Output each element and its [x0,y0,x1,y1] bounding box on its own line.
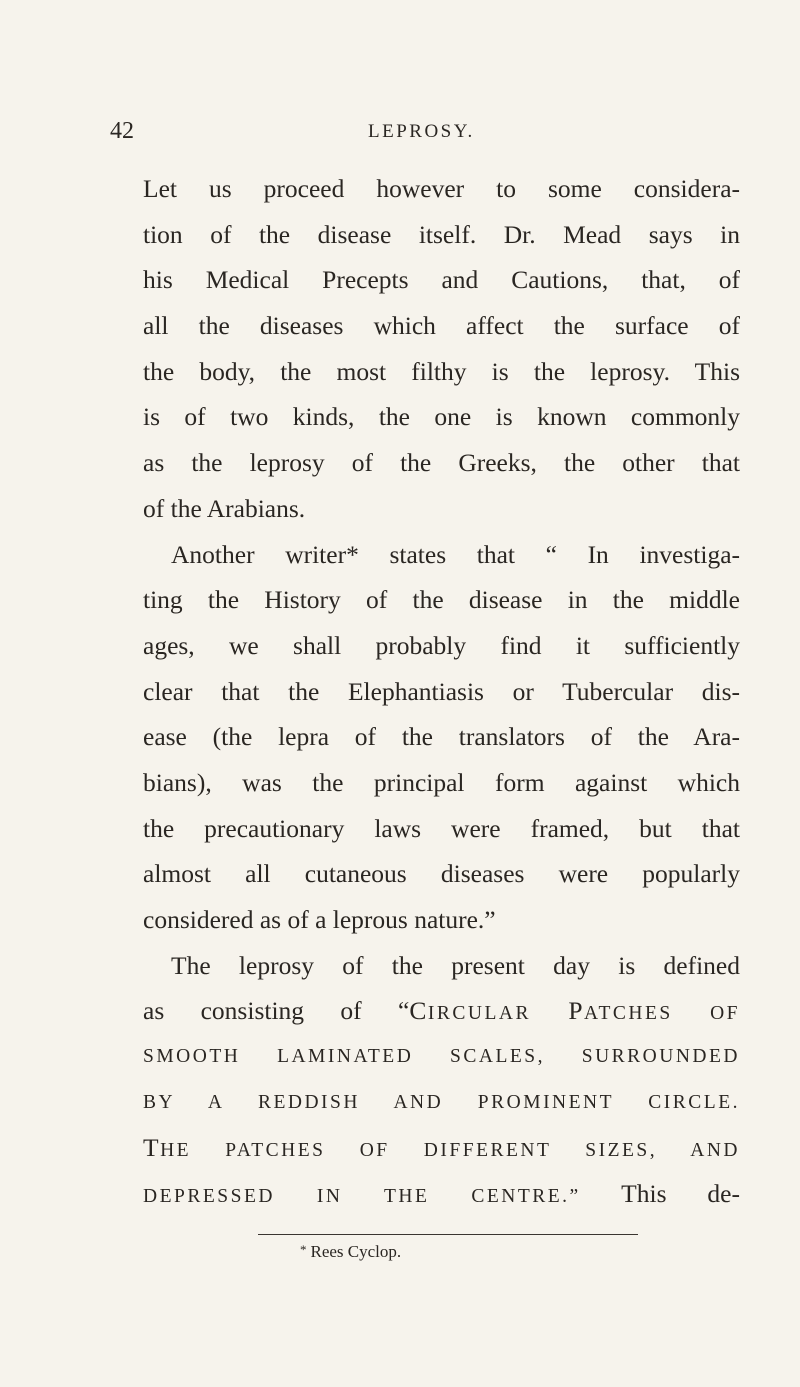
footnote-mark: * [300,1242,307,1257]
text-line: considered as of a leprous nature.” [143,905,496,934]
small-caps-capital: C [409,996,428,1026]
text-line: bians), was the principal form against which [143,767,740,797]
text-line: the body, the most filthy is the leprosy. This [143,356,740,386]
running-title: LEPROSY. [368,121,475,142]
text-line-small-caps [143,1125,740,1171]
text-line: almost all cutaneous diseases were popularly [143,859,740,889]
text-line: tion of the disease itself. Dr. Mead says in [143,219,740,249]
text-line: The leprosy of the present day is defined [171,950,740,980]
small-caps-text: DEPRESSED IN THE CENTRE.” [143,1186,581,1208]
text-line-small-caps: SMOOTH LAMINATED SCALES, SURROUNDED [143,1046,740,1068]
footnote-text: Rees Cyclop. [310,1242,402,1261]
text-line-small-caps-start [143,988,740,1034]
text-line: ages, we shall probably find it sufficiently [143,630,740,660]
text-line-small-caps-end [143,1171,740,1217]
text-line: is of two kinds, the one is known commonly [143,402,740,432]
text-line: as the leprosy of the Greeks, the other that [143,448,740,478]
small-caps-text: HE PATCHES OF DIFFERENT SIZES, AND [160,1140,740,1162]
text-segment: This de- [621,1179,740,1209]
body-text [143,166,740,1217]
small-caps-text: IRCULAR [427,1003,531,1025]
text-line: his Medical Precepts and Cautions, that, of [143,265,740,295]
small-caps-capital: T [143,1133,161,1163]
small-caps-run [409,996,741,1026]
text-line: clear that the Elephantiasis or Tubercular dis- [143,676,740,706]
page-number: 42 [110,118,134,144]
text-line: the precautionary laws were framed, but that [143,813,740,843]
text-segment: as consisting of [143,996,362,1026]
text-line: ting the History of the disease in the middle [143,585,740,615]
text-line: all the diseases which affect the surface of [143,311,740,341]
running-head [110,118,720,154]
small-caps-text: ATCHES OF [584,1003,741,1025]
footnote-rule [258,1234,638,1235]
text-line: of the Arabians. [143,493,306,523]
text-line: Another writer* states that “ In investiga- [171,539,740,569]
open-quote: “ [398,996,410,1026]
footnote [300,1242,401,1262]
text-line-small-caps: BY A REDDISH AND PROMINENT CIRCLE. [143,1091,740,1113]
text-line: ease (the lepra of the translators of the Ara- [143,722,740,752]
text-line: Let us proceed however to some considera- [143,174,740,203]
small-caps-capital: P [568,996,585,1026]
